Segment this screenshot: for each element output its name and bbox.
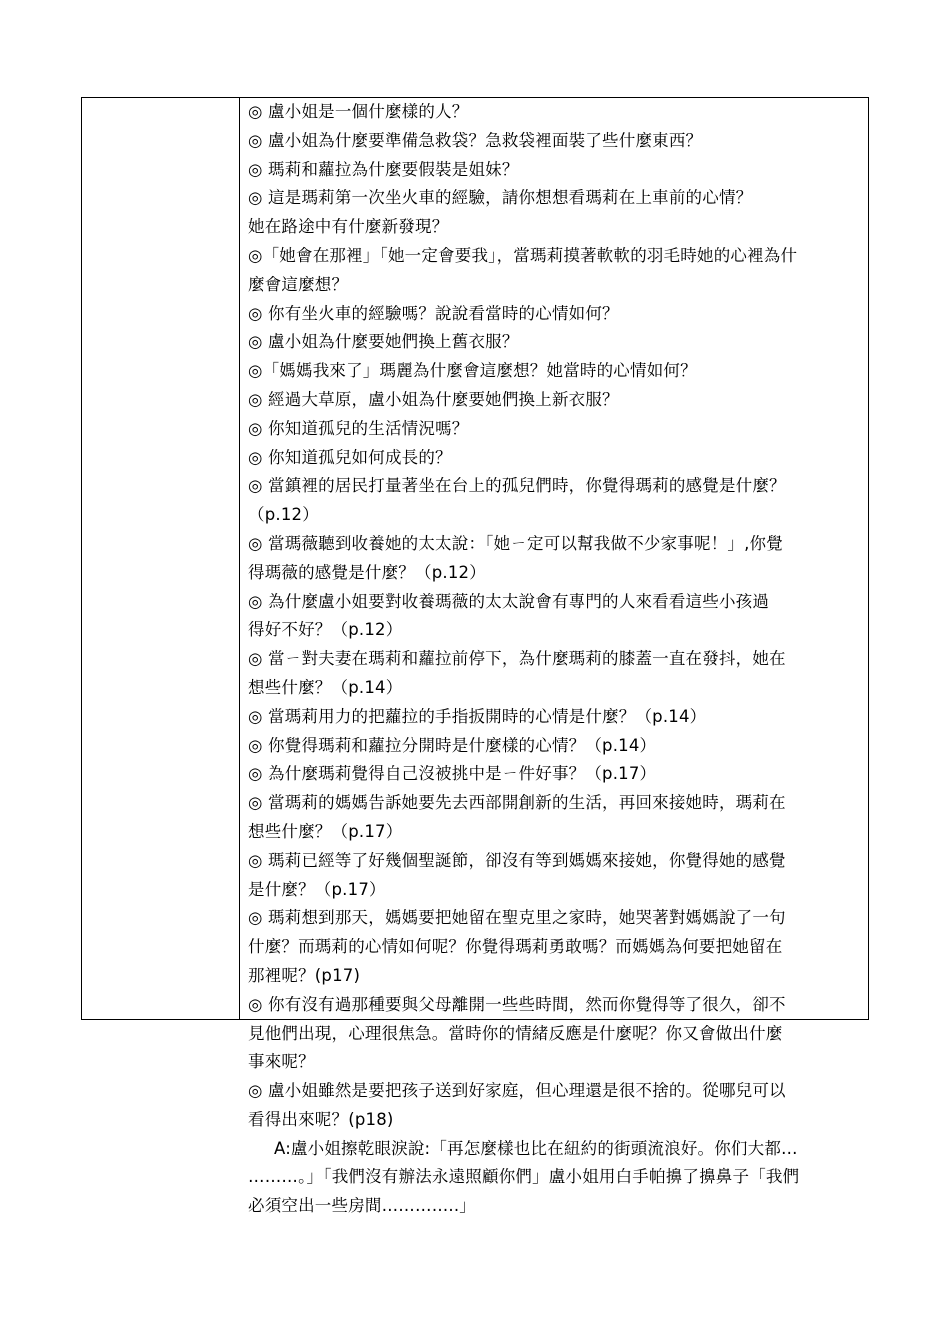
question-line: ◎ 瑪莉想到那天，媽媽要把她留在聖克里之家時，她哭著對媽媽說了一句	[248, 908, 786, 928]
question-line: ◎ 你知道孤兒的生活情況嗎？	[248, 418, 469, 438]
question-line: 事來呢？	[248, 1052, 315, 1072]
question-line: ◎ 當瑪薇聽到收養她的太太說：「她ㄧ定可以幫我做不少家事呢！」,你覺	[248, 533, 783, 553]
question-line: ◎ 你有坐火車的經驗嗎？說說看當時的心情如何？	[248, 303, 619, 323]
question-line: 得好不好？（p.12）	[248, 620, 403, 640]
question-line: ◎ 當ㄧ對夫妻在瑪莉和蘿拉前停下，為什麼瑪莉的膝蓋一直在發抖，她在	[248, 649, 786, 669]
question-line: 她在路途中有什麼新發現？	[248, 217, 449, 237]
question-line: 那裡呢？(p17)	[248, 965, 361, 985]
question-line: ◎ 盧小姐為什麼要她們換上舊衣服？	[248, 332, 519, 352]
document-table	[81, 97, 869, 1216]
question-line: ◎ 當瑪莉用力的把蘿拉的手指扳開時的心情是什麼？（p.14）	[248, 706, 707, 726]
question-line: ◎ 當瑪莉的媽媽告訴她要先去西部開創新的生活，再回來接她時，瑪莉在	[248, 793, 786, 813]
question-line: 什麼？而瑪莉的心情如何呢？你覺得瑪莉勇敢嗎？而媽媽為何要把她留在	[248, 937, 783, 957]
question-line: ◎ 你知道孤兒如何成長的？	[248, 447, 452, 467]
question-line: ◎ 盧小姐是一個什麼樣的人？	[248, 102, 469, 121]
question-line: 想些什麼？（p.17）	[248, 821, 403, 841]
left-column-cell	[82, 98, 240, 1019]
question-line: ◎ 你有沒有過那種要與父母離開一些些時間，然而你覺得等了很久，卻不	[248, 994, 786, 1014]
answer-line: 必須空出一些房間…………..」	[248, 1196, 476, 1216]
question-line: ◎「她會在那裡」「她一定會要我」，當瑪莉摸著軟軟的羽毛時她的心裡為什	[248, 245, 798, 265]
question-line: ◎ 當鎮裡的居民打量著坐在台上的孤兒們時，你覺得瑪莉的感覺是什麼？	[248, 476, 786, 496]
question-line: 麼會這麼想？	[248, 274, 349, 294]
question-line: ◎ 瑪莉已經等了好幾個聖誕節，卻沒有等到媽媽來接她，你覺得她的感覺	[248, 850, 786, 870]
question-line: ◎「媽媽我來了」瑪麗為什麼會這麼想？她當時的心情如何？	[248, 361, 697, 381]
question-line: ◎ 盧小姐為什麼要準備急救袋？急救袋裡面裝了些什麼東西？	[248, 130, 703, 150]
question-line: ◎ 為什麼盧小姐要對收養瑪薇的太太說會有專門的人來看看這些小孩過	[248, 591, 770, 611]
answer-line: A:盧小姐擦乾眼淚說:「再怎麼樣也比在紐約的街頭流浪好。你们大都…	[274, 1138, 798, 1158]
question-line: ◎ 盧小姐雖然是要把孩子送到好家庭，但心理還是很不捨的。從哪兒可以	[248, 1081, 786, 1101]
question-line: ◎ 經過大草原，盧小姐為什麼要她們換上新衣服？	[248, 389, 619, 409]
question-line: ◎ 為什麼瑪莉覺得自己沒被挑中是ㄧ件好事？（p.17）	[248, 764, 657, 784]
questions-cell	[240, 98, 868, 1216]
question-line: 看得出來呢？(p18)	[248, 1109, 394, 1129]
answer-line: ………。」「我們沒有辦法永遠照顧你們」盧小姐用白手帕擤了擤鼻子「我們	[248, 1167, 800, 1187]
question-line: 是什麼？（p.17）	[248, 879, 386, 899]
question-line: ◎ 瑪莉和蘿拉為什麼要假裝是姐妹？	[248, 159, 519, 179]
question-line: ◎ 你覺得瑪莉和蘿拉分開時是什麼樣的心情？（p.14）	[248, 735, 657, 755]
question-line: 得瑪薇的感覺是什麼？（p.12）	[248, 562, 486, 582]
question-line: （p.12）	[248, 505, 319, 525]
question-line: 見他們出現，心理很焦急。當時你的情緒反應是什麼呢？你又會做出什麼	[248, 1023, 783, 1043]
question-line: 想些什麼？（p.14）	[248, 677, 403, 697]
question-line: ◎ 這是瑪莉第一次坐火車的經驗，請你想想看瑪莉在上車前的心情？	[248, 188, 753, 208]
